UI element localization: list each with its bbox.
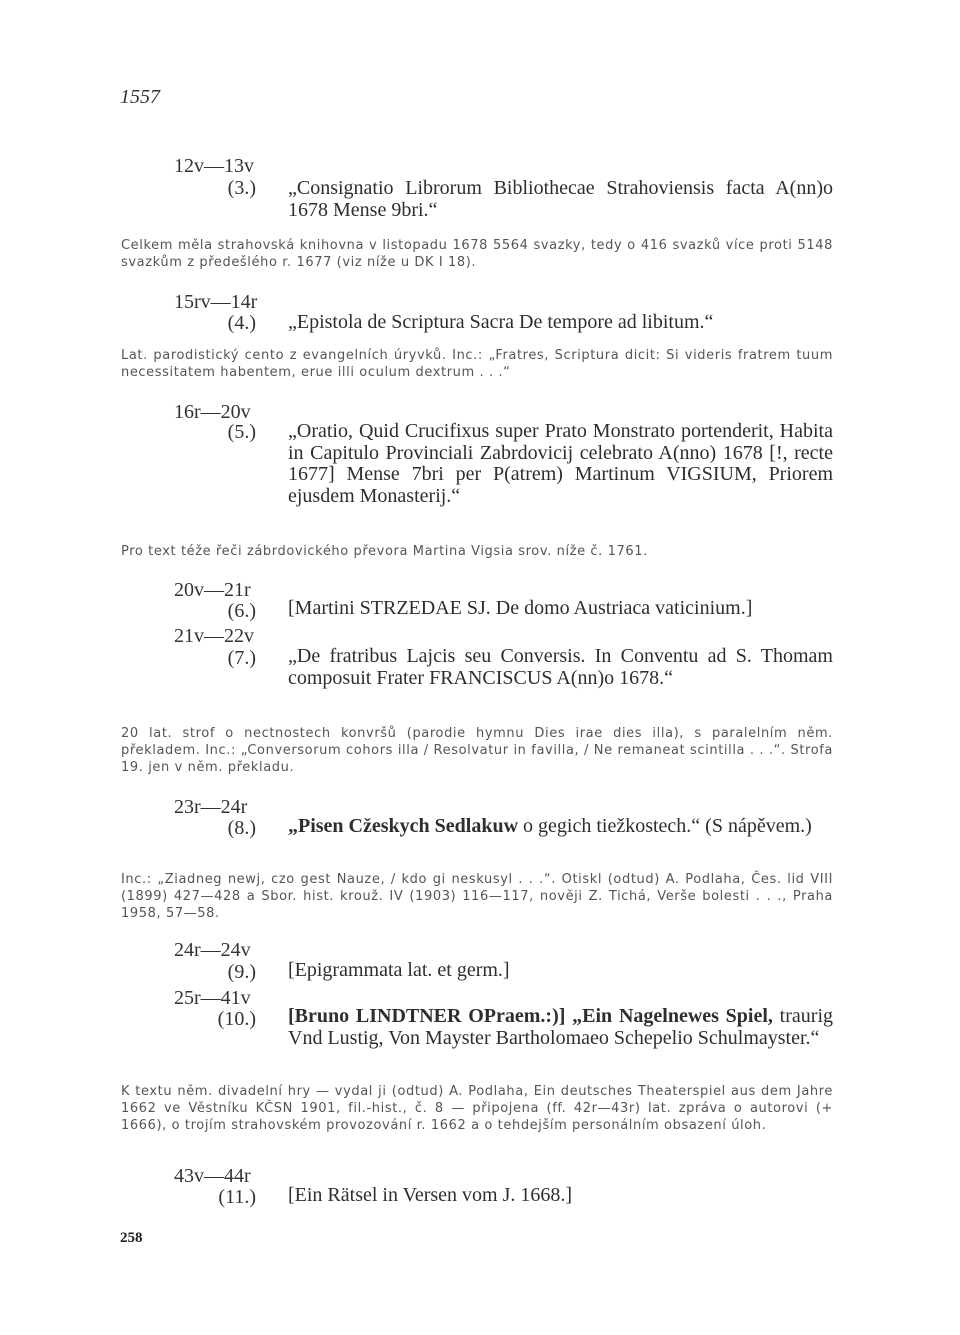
entry-title-bold: „Pisen Cžeskych Sedlakuw <box>288 815 519 837</box>
entry-number: (4.) <box>227 312 256 334</box>
folio-range: 25r—41v <box>174 987 251 1009</box>
folio-range: 43v—44r <box>174 1165 251 1187</box>
entry-title: [Ein Rätsel in Versen vom J. 1668.] <box>288 1184 573 1206</box>
entry-title: „Epistola de Scriptura Sacra De tempore ad libitum.“ <box>288 311 714 333</box>
entry-title-bold: [Bruno LINDTNER OPraem.:)] „Ein Nagelnewes Spiel, <box>288 1005 773 1027</box>
entry-note: K textu něm. divadelní hry — vydal ji (odtud) A. Podlaha, Ein deutsches Theaterspiel aus dem Jahre 1662 ve Věstníku KČSN 1901, fil.-hist., č. 8 — připojena (ff. 42r—43r) lat. zpráva o autorovi (+ 1666), o trojím strahovském provozování r. 1662 a o tehdejším personálním obsazení úloh. <box>121 1084 833 1133</box>
entry-number: (5.) <box>227 421 256 443</box>
entry-number: (3.) <box>227 177 256 199</box>
running-head-year: 1557 <box>120 86 160 108</box>
entry-title: [Martini STRZEDAE SJ. De domo Austriaca vaticinium.] <box>288 597 753 619</box>
entry-title <box>288 1006 833 1049</box>
folio-range: 12v—13v <box>174 155 254 177</box>
entry-title <box>288 816 833 838</box>
entry-number: (7.) <box>227 647 256 669</box>
folio-range: 20v—21r <box>174 579 251 601</box>
entry-note: 20 lat. strof o nectnostech konvršů (parodie hymnu Dies irae dies illa), s paralelním něm. překladem. Inc.: „Conversorum cohors illa / Resolvatur in favilla, / Ne remaneat scintilla . . .“. Strofa 19. jen v něm. překladu. <box>121 726 833 775</box>
entry-note: Celkem měla strahovská knihovna v listopadu 1678 5564 svazky, tedy o 416 svazků více proti 5148 svazkům z předešlého r. 1677 (viz níže u DK I 18). <box>121 238 833 270</box>
folio-range: 15rv—14r <box>174 291 258 313</box>
entry-title: [Epigrammata lat. et germ.] <box>288 959 510 981</box>
entry-title: „De fratribus Lajcis seu Conversis. In Conventu ad S. Thomam composuit Frater FRANCISCUS A(nn)o 1678.“ <box>288 645 833 689</box>
entry-note: Lat. parodistický cento z evangelních úryvků. Inc.: „Fratres, Scriptura dicit: Si videris fratrem tuum necessitatem habentem, erue illi oculum dextrum . . .“ <box>121 348 833 380</box>
entry-number: (9.) <box>227 961 256 983</box>
folio-range: 24r—24v <box>174 939 251 961</box>
entry-number: (8.) <box>227 817 256 839</box>
folio-range: 21v—22v <box>174 625 254 647</box>
entry-title: „Consignatio Librorum Bibliothecae Strahoviensis facta A(nn)o 1678 Mense 9bri.“ <box>288 177 833 221</box>
entry-number: (11.) <box>218 1186 256 1208</box>
folio-range: 16r—20v <box>174 401 251 423</box>
entry-title-rest: o gegich tiežkostech.“ (S nápěvem.) <box>518 815 812 837</box>
entry-note: Inc.: „Ziadneg newj, czo gest Nauze, / kdo gi neskusyl . . .“. Otiskl (odtud) A. Podlaha, Čes. lid VIII (1899) 427—428 a Sbor. hist. krouž. IV (1903) 116—117, nověji Z. Tichá, Verše bolesti . . ., Praha 1958, 57—58. <box>121 872 833 921</box>
entry-title-rest: traurig Vnd Lustig, Von Mayster Bartholomaeo Schepelio Schulmayster.“ <box>288 1005 833 1049</box>
entry-number: (10.) <box>217 1008 256 1030</box>
page-number: 258 <box>120 1230 143 1246</box>
entry-title: „Oratio, Quid Crucifixus super Prato Monstrato portenderit, Habita in Capitulo Provinciali Zabrdovicij celebrato A(nno) 1678 [!, recte 1677] Mense 7bri per P(atrem) Martinum VIGSIUM, Priorem ejusdem Monasterij.“ <box>288 420 833 507</box>
entry-number: (6.) <box>227 600 256 622</box>
entry-note: Pro text téže řeči zábrdovického převora Martina Vigsia srov. níže č. 1761. <box>121 544 648 559</box>
folio-range: 23r—24r <box>174 796 248 818</box>
